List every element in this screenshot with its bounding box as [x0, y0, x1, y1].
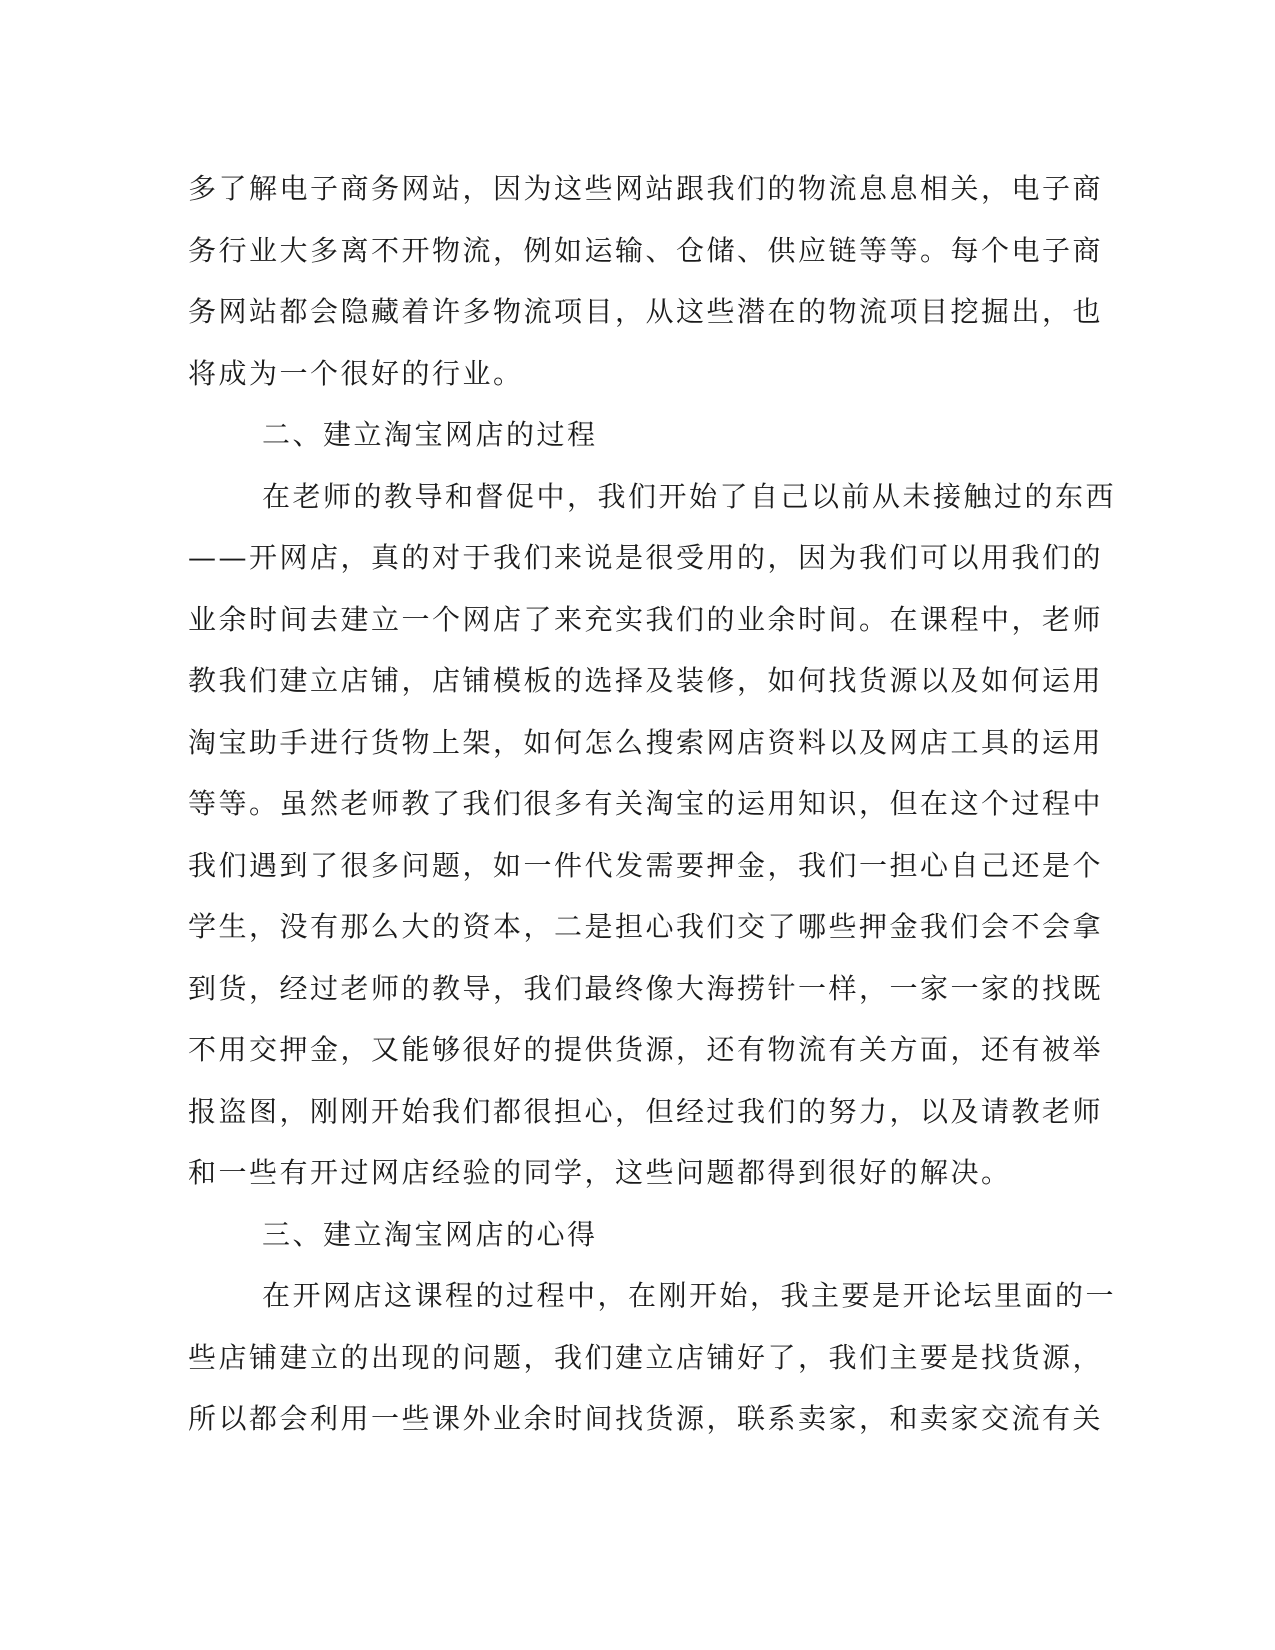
text-line: 多了解电子商务网站，因为这些网站跟我们的物流息息相关，电子商 — [188, 172, 1104, 205]
text-line: 我们遇到了很多问题，如一件代发需要押金，我们一担心自己还是个 — [188, 848, 1104, 882]
section-heading: 三、建立淘宝网店的心得 — [262, 1217, 598, 1251]
text-line: 等等。虽然老师教了我们很多有关淘宝的运用知识，但在这个过程中 — [188, 787, 1104, 820]
text-line: 在老师的教导和督促中，我们开始了自己以前从未接触过的东西 — [262, 479, 1117, 513]
text-line: 将成为一个很好的行业。 — [188, 356, 524, 390]
text-line: 些店铺建立的出现的问题，我们建立店铺好了，我们主要是找货源， — [188, 1340, 1104, 1374]
text-line: 到货，经过老师的教导，我们最终像大海捞针一样，一家一家的找既 — [188, 971, 1104, 1005]
section-heading: 二、建立淘宝网店的过程 — [262, 418, 598, 451]
text-line: 报盗图，刚刚开始我们都很担心，但经过我们的努力，以及请教老师 — [188, 1094, 1104, 1128]
text-line: 在开网店这课程的过程中，在刚开始，我主要是开论坛里面的一 — [262, 1279, 1117, 1312]
text-line: 业余时间去建立一个网店了来充实我们的业余时间。在课程中，老师 — [188, 602, 1104, 636]
text-line: 学生，没有那么大的资本，二是担心我们交了哪些押金我们会不会拿 — [188, 910, 1104, 943]
text-line: ——开网店，真的对于我们来说是很受用的，因为我们可以用我们的 — [188, 541, 1104, 574]
text-line: 教我们建立店铺，店铺模板的选择及装修，如何找货源以及如何运用 — [188, 664, 1104, 697]
document-body — [188, 158, 1117, 1450]
text-line: 务网站都会隐藏着许多物流项目，从这些潜在的物流项目挖掘出，也 — [188, 295, 1104, 328]
text-line: 不用交押金，又能够很好的提供货源，还有物流有关方面，还有被举 — [188, 1033, 1104, 1066]
text-line: 务行业大多离不开物流，例如运输、仓储、供应链等等。每个电子商 — [188, 233, 1104, 267]
text-line: 所以都会利用一些课外业余时间找货源，联系卖家，和卖家交流有关 — [188, 1402, 1104, 1435]
text-line: 淘宝助手进行货物上架，如何怎么搜索网店资料以及网店工具的运用 — [188, 725, 1104, 759]
text-line: 和一些有开过网店经验的同学，这些问题都得到很好的解决。 — [188, 1156, 1012, 1189]
